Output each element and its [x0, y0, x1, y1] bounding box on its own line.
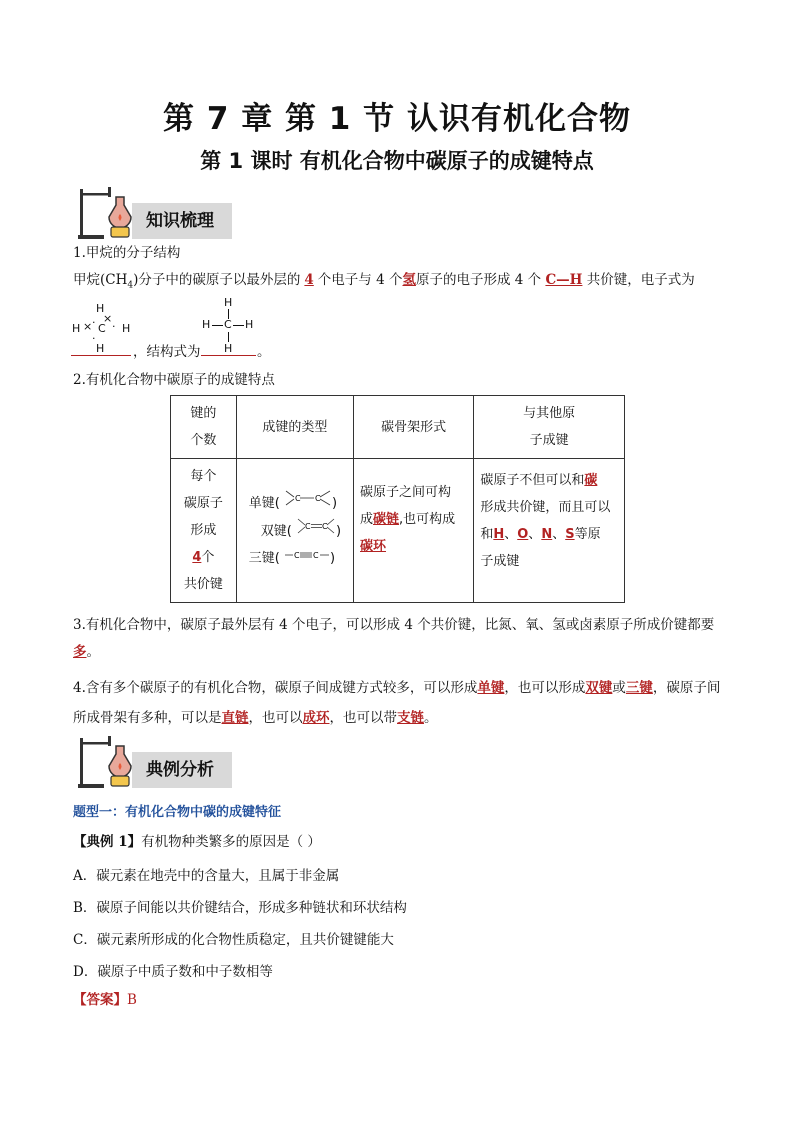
svg-text:C: C [312, 551, 319, 560]
structural-formula-blank [201, 355, 256, 356]
option-d: D．碳原子中质子数和中子数相等 [73, 964, 273, 980]
structural-formula: H H C H H [202, 296, 254, 355]
section-banner-examples: 典例分析 [132, 752, 232, 788]
svg-text:C: C [304, 522, 311, 531]
example-question: 【典例 1】有机物种类繁多的原因是（ ） [73, 834, 321, 850]
table-cell-skeleton: 碳原子之间可构 成碳链,也可构成 碳环 [354, 459, 474, 603]
page-title: 第 7 章 第 1 节 认识有机化合物 [163, 101, 631, 137]
table-header-type: 成键的类型 [236, 396, 353, 459]
lab-stand-flask-icon [76, 732, 132, 790]
option-a: A．碳元素在地壳中的含量大，且属于非金属 [73, 868, 340, 884]
electron-formula-blank [71, 355, 131, 356]
single-bond-icon [284, 489, 332, 507]
q4-text: 4.含有多个碳原子的有机化合物，碳原子间成键方式较多，可以形成单键，也可以形成双键或三键，碳原子间所成骨架有多种，可以是直链，也可以成环，也可以带支链。 [73, 680, 721, 726]
q1-text: 甲烷$(CH_4)$分子中的碳原子以最外层的 4 个电子与 4 个氢原子的电子形成 4 个 C—H 共价键，电子式为 [73, 272, 695, 291]
option-c: C．碳元素所形成的化合物性质稳定，且共价键键能大 [73, 932, 394, 948]
bond-features-table [170, 395, 625, 603]
answer: 【答案】B [73, 992, 137, 1008]
option-b: B．碳原子间能以共价键结合，形成多种链状和环状结构 [73, 900, 407, 916]
lab-stand-flask-icon [76, 183, 132, 241]
q1-structural-label: ，结构式为 [133, 344, 201, 360]
q1-heading: 1.甲烷的分子结构 [73, 245, 181, 261]
double-bond-icon [296, 517, 336, 535]
table-cell-count: 每个 碳原子 形成 4个 共价键 [171, 459, 237, 603]
q3-text: 3.有机化合物中，碳原子最外层有 4 个电子，可以形成 4 个共价键，比氮、氧、氢或卤素原子所成价键都要多。 [73, 617, 715, 660]
table-header-skeleton: 碳骨架形式 [354, 396, 474, 459]
table-cell-other-atoms: 碳原子不但可以和碳 形成共价键，而且可以 和H、O、N、S等原 子成键 [474, 459, 625, 603]
svg-text:C: C [293, 551, 300, 560]
section-banner-knowledge: 知识梳理 [132, 203, 232, 239]
triple-bond-icon [284, 548, 330, 562]
table-header-other: 与其他原 子成键 [474, 396, 625, 459]
svg-text:C: C [314, 494, 321, 503]
electron-formula: H × H × · C · H · H [72, 302, 131, 355]
svg-text:C: C [294, 494, 301, 503]
table-header-count: 键的 个数 [171, 396, 237, 459]
question-type-heading: 题型一：有机化合物中碳的成键特征 [73, 805, 282, 820]
table-cell-bond-types: 单键( C C ) 双键( C C ) 三键( C C ) [236, 459, 353, 603]
q2-heading: 2.有机化合物中碳原子的成键特点 [73, 372, 275, 388]
svg-text:C: C [321, 522, 328, 531]
page-subtitle: 第 1 课时 有机化合物中碳原子的成键特点 [200, 149, 594, 173]
